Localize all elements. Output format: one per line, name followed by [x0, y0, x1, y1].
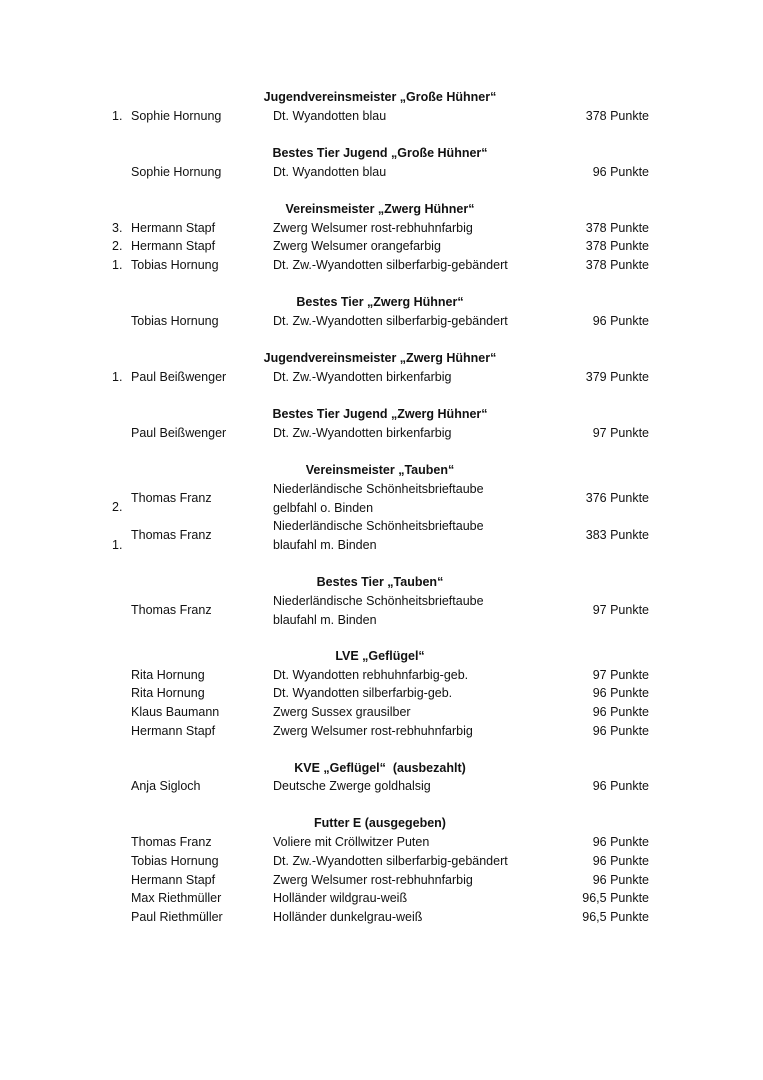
exhibitor-name: Tobias Hornung	[131, 258, 219, 272]
points: 376 Punkte	[585, 491, 649, 505]
points: 96 Punkte	[592, 724, 649, 738]
exhibitor-name: Sophie Hornung	[131, 165, 222, 179]
points: 96 Punkte	[592, 779, 649, 793]
breed: Dt. Zw.-Wyandotten silberfarbig-gebändert	[273, 854, 508, 868]
points: 96 Punkte	[592, 314, 649, 328]
section-heading: Vereinsmeister „Zwerg Hühner“	[285, 202, 475, 216]
exhibitor-name: Thomas Franz	[131, 835, 212, 849]
breed: Niederländische Schönheitsbrieftaube	[273, 482, 484, 496]
section-heading: Vereinsmeister „Tauben“	[305, 463, 455, 477]
exhibitor-name: Rita Hornung	[131, 668, 205, 682]
exhibitor-name: Hermann Stapf	[131, 239, 216, 253]
breed-variety: blaufahl m. Binden	[273, 538, 377, 552]
points: 97 Punkte	[592, 668, 649, 682]
points: 96 Punkte	[592, 873, 649, 887]
breed: Voliere mit Cröllwitzer Puten	[273, 835, 430, 849]
breed: Dt. Wyandotten blau	[273, 165, 387, 179]
breed: Holländer wildgrau-weiß	[273, 891, 408, 905]
exhibitor-name: Rita Hornung	[131, 686, 205, 700]
points: 379 Punkte	[585, 370, 649, 384]
section-heading: LVE „Geflügel“	[335, 649, 425, 663]
breed: Dt. Wyandotten blau	[273, 109, 387, 123]
rank: 1.	[112, 109, 123, 123]
breed: Zwerg Welsumer rost-rebhuhnfarbig	[273, 873, 473, 887]
exhibitor-name: Paul Beißwenger	[131, 426, 227, 440]
exhibitor-name: Thomas Franz	[131, 491, 212, 505]
rank: 2.	[112, 500, 123, 514]
breed: Zwerg Welsumer rost-rebhuhnfarbig	[273, 724, 473, 738]
section-heading: Jugendvereinsmeister „Zwerg Hühner“	[263, 351, 497, 365]
rank: 3.	[112, 221, 123, 235]
breed: Dt. Wyandotten rebhuhnfarbig-geb.	[273, 668, 469, 682]
rank: 1.	[112, 258, 123, 272]
exhibitor-name: Paul Beißwenger	[131, 370, 227, 384]
points: 378 Punkte	[585, 221, 649, 235]
section-heading: Bestes Tier „Tauben“	[316, 575, 444, 589]
breed: Dt. Zw.-Wyandotten silberfarbig-gebändert	[273, 258, 508, 272]
rank: 1.	[112, 538, 123, 552]
points: 96,5 Punkte	[582, 910, 649, 924]
exhibitor-name: Tobias Hornung	[131, 314, 219, 328]
points: 96 Punkte	[592, 686, 649, 700]
breed-variety: gelbfahl o. Binden	[273, 501, 374, 515]
points: 96,5 Punkte	[582, 891, 649, 905]
section-heading: Bestes Tier „Zwerg Hühner“	[296, 295, 464, 309]
exhibitor-name: Thomas Franz	[131, 603, 212, 617]
exhibitor-name: Anja Sigloch	[131, 779, 201, 793]
points: 96 Punkte	[592, 165, 649, 179]
breed: Holländer dunkelgrau-weiß	[273, 910, 423, 924]
breed: Dt. Wyandotten silberfarbig-geb.	[273, 686, 453, 700]
points: 97 Punkte	[592, 603, 649, 617]
exhibitor-name: Hermann Stapf	[131, 724, 216, 738]
rank: 2.	[112, 239, 123, 253]
points: 96 Punkte	[592, 835, 649, 849]
exhibitor-name: Tobias Hornung	[131, 854, 219, 868]
exhibitor-name: Paul Riethmüller	[131, 910, 223, 924]
points: 97 Punkte	[592, 426, 649, 440]
rank: 1.	[112, 370, 123, 384]
exhibitor-name: Max Riethmüller	[131, 891, 222, 905]
points: 378 Punkte	[585, 239, 649, 253]
breed: Deutsche Zwerge goldhalsig	[273, 779, 431, 793]
breed: Zwerg Sussex grausilber	[273, 705, 411, 719]
points: 383 Punkte	[585, 528, 649, 542]
points: 378 Punkte	[585, 258, 649, 272]
points: 378 Punkte	[585, 109, 649, 123]
breed: Dt. Zw.-Wyandotten silberfarbig-gebändert	[273, 314, 508, 328]
breed: Dt. Zw.-Wyandotten birkenfarbig	[273, 426, 452, 440]
breed: Zwerg Welsumer rost-rebhuhnfarbig	[273, 221, 473, 235]
section-heading: KVE „Geflügel“ (ausbezahlt)	[294, 761, 466, 775]
section-heading: Futter E (ausgegeben)	[314, 816, 446, 830]
exhibitor-name: Klaus Baumann	[131, 705, 220, 719]
points: 96 Punkte	[592, 705, 649, 719]
section-heading: Bestes Tier Jugend „Zwerg Hühner“	[272, 407, 488, 421]
section-heading: Bestes Tier Jugend „Große Hühner“	[272, 146, 488, 160]
exhibitor-name: Sophie Hornung	[131, 109, 222, 123]
section-heading: Jugendvereinsmeister „Große Hühner“	[263, 90, 497, 104]
breed: Niederländische Schönheitsbrieftaube	[273, 594, 484, 608]
breed: Niederländische Schönheitsbrieftaube	[273, 519, 484, 533]
exhibitor-name: Thomas Franz	[131, 528, 212, 542]
breed: Dt. Zw.-Wyandotten birkenfarbig	[273, 370, 452, 384]
exhibitor-name: Hermann Stapf	[131, 221, 216, 235]
exhibitor-name: Hermann Stapf	[131, 873, 216, 887]
points: 96 Punkte	[592, 854, 649, 868]
breed-variety: blaufahl m. Binden	[273, 613, 377, 627]
breed: Zwerg Welsumer orangefarbig	[273, 239, 441, 253]
